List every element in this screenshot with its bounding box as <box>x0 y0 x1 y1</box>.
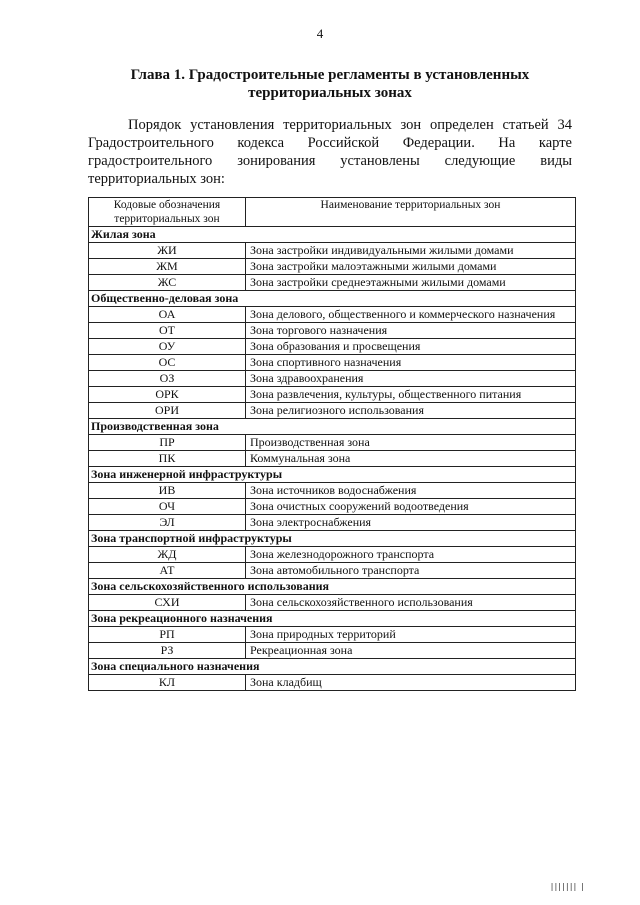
zone-group-title: Производственная зона <box>89 419 576 435</box>
header-code-cell: Кодовые обозначения территориальных зон <box>89 198 246 227</box>
zone-name-cell: Зона очистных сооружений водоотведения <box>246 499 576 515</box>
zone-name-cell: Зона образования и просвещения <box>246 339 576 355</box>
table-row <box>89 643 576 659</box>
zone-group-row <box>89 531 576 547</box>
chapter-title <box>100 66 560 102</box>
zone-code-cell: АТ <box>89 563 246 579</box>
zone-name-cell: Зона религиозного использования <box>246 403 576 419</box>
zone-code-cell: ОА <box>89 307 246 323</box>
zone-code-cell: ЖМ <box>89 259 246 275</box>
zone-name-cell: Производственная зона <box>246 435 576 451</box>
zone-name-cell: Зона кладбищ <box>246 675 576 691</box>
table-row <box>89 595 576 611</box>
table-row <box>89 259 576 275</box>
zone-name-cell: Зона застройки среднеэтажными жилыми домами <box>246 275 576 291</box>
zone-code-cell: ОРИ <box>89 403 246 419</box>
zone-name-cell: Зона делового, общественного и коммерческого назначения <box>246 307 576 323</box>
table-row <box>89 387 576 403</box>
zone-group-title: Зона специального назначения <box>89 659 576 675</box>
zone-group-title: Жилая зона <box>89 227 576 243</box>
zone-name-cell: Зона спортивного назначения <box>246 355 576 371</box>
table-row <box>89 451 576 467</box>
page-number: 4 <box>316 26 324 41</box>
header-name-cell: Наименование территориальных зон <box>246 198 576 227</box>
zone-name-cell: Рекреационная зона <box>246 643 576 659</box>
intro-text: Порядок установления территориальных зон определен статьей 34 Градостроительного кодекса Российской Федерации. На карте градостроительного зонирования установлены следующие виды территориальных зон: <box>88 117 572 187</box>
zone-code-cell: РП <box>89 627 246 643</box>
table-row <box>89 499 576 515</box>
table-row <box>89 243 576 259</box>
zone-name-cell: Зона застройки малоэтажными жилыми домами <box>246 259 576 275</box>
zone-code-cell: ОЗ <box>89 371 246 387</box>
zone-code-cell: ЖС <box>89 275 246 291</box>
zone-group-row <box>89 227 576 243</box>
zone-name-cell: Зона здравоохранения <box>246 371 576 387</box>
zone-name-cell: Зона природных территорий <box>246 627 576 643</box>
zone-name-cell: Зона застройки индивидуальными жилыми домами <box>246 243 576 259</box>
zone-code-cell: ОТ <box>89 323 246 339</box>
table-row <box>89 483 576 499</box>
table-row <box>89 403 576 419</box>
zone-name-cell: Зона сельскохозяйственного использования <box>246 595 576 611</box>
table-row <box>89 355 576 371</box>
chapter-title-line-2: территориальных зонах <box>248 85 412 101</box>
table-row <box>89 515 576 531</box>
zone-name-cell: Зона автомобильного транспорта <box>246 563 576 579</box>
zone-code-cell: ЖД <box>89 547 246 563</box>
zone-code-cell: ПК <box>89 451 246 467</box>
table-row <box>89 275 576 291</box>
zone-code-cell: ЭЛ <box>89 515 246 531</box>
zone-code-cell: ОС <box>89 355 246 371</box>
zone-group-title: Зона сельскохозяйственного использования <box>89 579 576 595</box>
zone-name-cell: Коммунальная зона <box>246 451 576 467</box>
zone-code-cell: ЖИ <box>89 243 246 259</box>
zone-group-title: Зона транспортной инфраструктуры <box>89 531 576 547</box>
zone-group-row <box>89 419 576 435</box>
zone-name-cell: Зона развлечения, культуры, общественного питания <box>246 387 576 403</box>
zone-group-title: Общественно-деловая зона <box>89 291 576 307</box>
table-row <box>89 323 576 339</box>
table-row <box>89 547 576 563</box>
zones-table <box>88 197 576 691</box>
zone-code-cell: СХИ <box>89 595 246 611</box>
zone-group-title: Зона инженерной инфраструктуры <box>89 467 576 483</box>
footer-barcode-mark: ||||||| | <box>549 882 584 891</box>
zone-code-cell: КЛ <box>89 675 246 691</box>
table-row <box>89 371 576 387</box>
table-header-row <box>89 198 576 227</box>
table-row <box>89 339 576 355</box>
table-row <box>89 627 576 643</box>
zone-name-cell: Зона электроснабжения <box>246 515 576 531</box>
table-row <box>89 435 576 451</box>
zone-name-cell: Зона источников водоснабжения <box>246 483 576 499</box>
intro-paragraph <box>88 116 572 188</box>
table-row <box>89 563 576 579</box>
zone-group-row <box>89 579 576 595</box>
zone-group-title: Зона рекреационного назначения <box>89 611 576 627</box>
chapter-title-line-1: Глава 1. Градостроительные регламенты в установленных <box>130 67 530 83</box>
zone-name-cell: Зона торгового назначения <box>246 323 576 339</box>
zone-code-cell: РЗ <box>89 643 246 659</box>
table-row <box>89 675 576 691</box>
zone-group-row <box>89 659 576 675</box>
zone-group-row <box>89 611 576 627</box>
zones-table-body <box>89 198 576 691</box>
zone-code-cell: ПР <box>89 435 246 451</box>
zone-code-cell: ОУ <box>89 339 246 355</box>
zone-name-cell: Зона железнодорожного транспорта <box>246 547 576 563</box>
zone-group-row <box>89 467 576 483</box>
table-row <box>89 307 576 323</box>
zone-code-cell: ОРК <box>89 387 246 403</box>
zone-group-row <box>89 291 576 307</box>
zone-code-cell: ОЧ <box>89 499 246 515</box>
zone-code-cell: ИВ <box>89 483 246 499</box>
